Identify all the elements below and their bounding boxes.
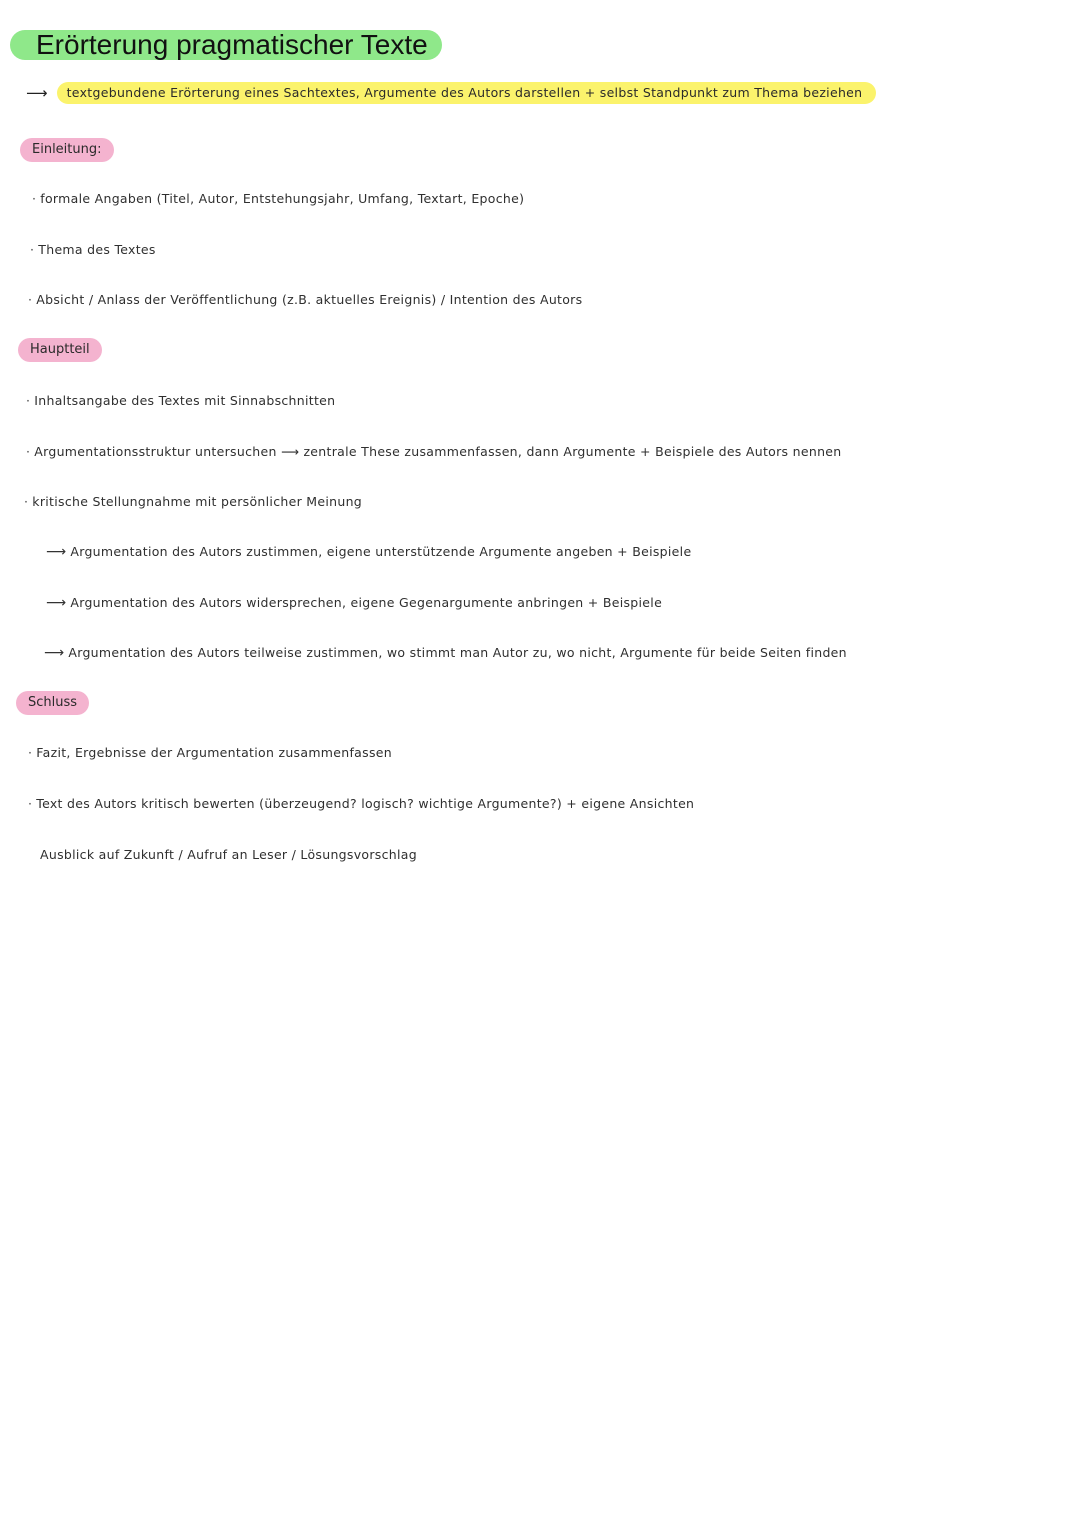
hauptteil-item-text: kritische Stellungnahme mit persönlicher Meinung: [32, 494, 363, 509]
schluss-item-text: Text des Autors kritisch bewerten (überzeugend? logisch? wichtige Argumente?) + eigene Ansichten: [36, 796, 695, 811]
schluss-item: [28, 795, 694, 813]
einleitung-item-text: Absicht / Anlass der Veröffentlichung (z.B. aktuelles Ereignis) / Intention des Autors: [36, 292, 583, 307]
bullet-icon: ·: [28, 292, 33, 307]
hauptteil-sub-item: [46, 594, 662, 612]
hauptteil-sub-item-text: Argumentation des Autors teilweise zustimmen, wo stimmt man Autor zu, wo nicht, Argumente für beide Seiten finden: [68, 645, 847, 660]
schluss-item: [40, 846, 417, 864]
page-title: Erörterung pragmatischer Texte: [10, 30, 442, 60]
hauptteil-item-text: Inhaltsangabe des Textes mit Sinnabschnitten: [34, 393, 336, 408]
hauptteil-item: [26, 392, 335, 410]
hauptteil-sub-item: [44, 644, 847, 662]
hauptteil-item: [24, 493, 362, 511]
schluss-item-text: Fazit, Ergebnisse der Argumentation zusammenfassen: [36, 745, 392, 760]
section-label-schluss: Schluss: [16, 691, 89, 715]
einleitung-item: [32, 190, 524, 208]
schluss-item: [28, 744, 392, 762]
bullet-icon: ·: [26, 393, 31, 408]
bullet-icon: ·: [26, 444, 31, 459]
bullet-icon: ·: [28, 796, 33, 811]
arrow-right-icon: ⟶: [26, 84, 48, 102]
arrow-right-icon: ⟶: [46, 595, 67, 611]
section-label-einleitung: Einleitung:: [20, 138, 114, 162]
section-label-hauptteil: Hauptteil: [18, 338, 102, 362]
einleitung-item: [28, 291, 582, 309]
einleitung-item-text: Thema des Textes: [38, 242, 156, 257]
arrow-right-icon: ⟶: [46, 544, 67, 560]
hauptteil-item: [26, 443, 842, 461]
hauptteil-sub-item-text: Argumentation des Autors widersprechen, eigene Gegenargumente anbringen + Beispiele: [70, 595, 663, 610]
hauptteil-item-text: Argumentationsstruktur untersuchen ⟶ zentrale These zusammenfassen, dann Argumente + Beispiele des Autors nennen: [34, 444, 842, 459]
hauptteil-sub-item: [46, 543, 691, 561]
einleitung-item-text: formale Angaben (Titel, Autor, Entstehungsjahr, Umfang, Textart, Epoche): [40, 191, 525, 206]
bullet-icon: ·: [28, 745, 33, 760]
schluss-item-text: Ausblick auf Zukunft / Aufruf an Leser / Lösungsvorschlag: [40, 847, 417, 862]
intro-highlighted-text: textgebundene Erörterung eines Sachtextes, Argumente des Autors darstellen + selbst Standpunkt zum Thema beziehen: [57, 82, 877, 104]
einleitung-item: [30, 241, 156, 259]
intro-definition: [26, 82, 876, 104]
bullet-icon: ·: [32, 191, 37, 206]
bullet-icon: ·: [30, 242, 35, 257]
hauptteil-sub-item-text: Argumentation des Autors zustimmen, eigene unterstützende Argumente angeben + Beispiele: [70, 544, 692, 559]
bullet-icon: ·: [24, 494, 29, 509]
arrow-right-icon: ⟶: [44, 645, 65, 661]
